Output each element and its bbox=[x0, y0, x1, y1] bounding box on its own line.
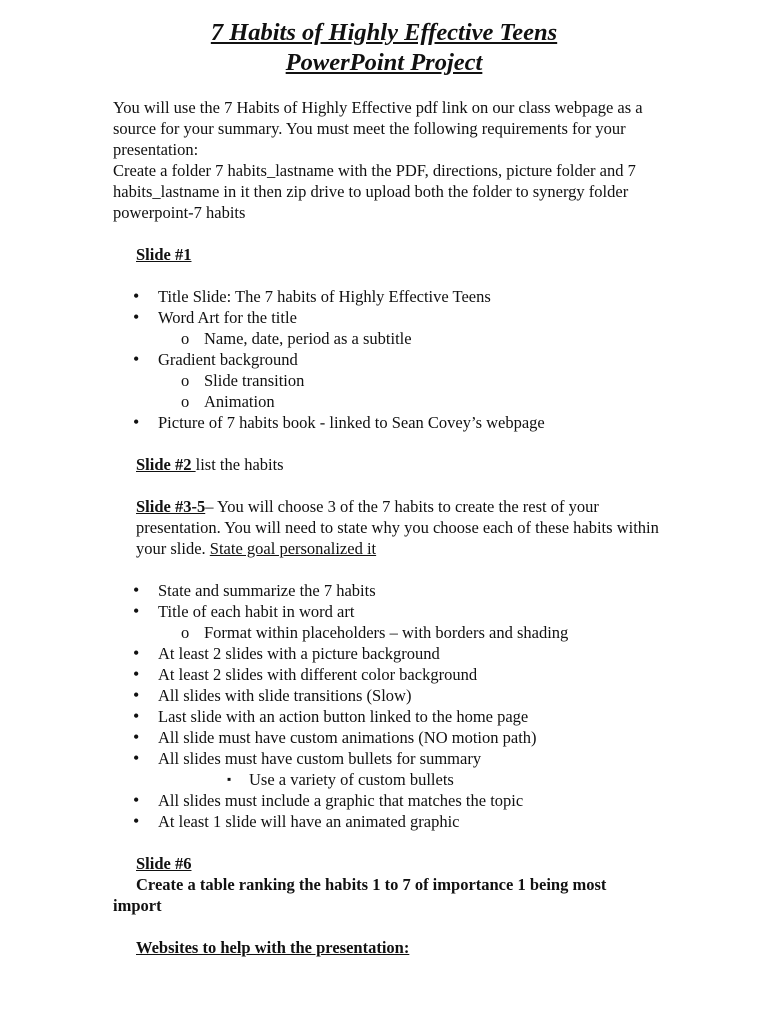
slide-1-list bbox=[113, 286, 673, 433]
list-item: • At least 2 slides with a picture background bbox=[113, 643, 673, 664]
list-subsubitem: ▪ Use a variety of custom bullets bbox=[113, 769, 673, 790]
list-item: • Gradient background bbox=[113, 349, 673, 370]
slide-3-5-paragraph bbox=[113, 496, 673, 559]
list-item: • At least 1 slide will have an animated graphic bbox=[113, 811, 673, 832]
slide-2-line bbox=[113, 454, 673, 475]
list-item: • Title of each habit in word art bbox=[113, 601, 673, 622]
list-item: • All slides must have custom bullets for summary bbox=[113, 748, 673, 769]
intro-paragraph: You will use the 7 Habits of Highly Effective pdf link on our class webpage as a source for your summary. You must meet the following requirements for your presentation: bbox=[113, 98, 643, 159]
list-item: • Picture of 7 habits book - linked to Sean Covey’s webpage bbox=[113, 412, 673, 433]
state-goal-text: State goal personalized it bbox=[209, 539, 377, 558]
slide-3-5-text: – You will choose 3 of the 7 habits to create the rest of your presentation. You will need to state why you choose each of these habits within your slide. bbox=[136, 497, 659, 558]
folder-instructions: Create a folder 7 habits_lastname with the PDF, directions, picture folder and 7 habits_lastname in it then zip drive to upload both the folder to synergy folder powerpoint-7 habits bbox=[113, 161, 636, 222]
slide-2-heading: Slide #2 bbox=[136, 455, 196, 474]
list-subitem: o Slide transition bbox=[113, 370, 673, 391]
slide-6-text-line-1: Create a table ranking the habits 1 to 7 of importance 1 being most bbox=[136, 875, 607, 894]
document-page bbox=[113, 18, 673, 958]
list-item: • Last slide with an action button linked to the home page bbox=[113, 706, 673, 727]
slide-2-text: list the habits bbox=[195, 455, 284, 474]
list-subitem: o Animation bbox=[113, 391, 673, 412]
list-item: • At least 2 slides with different color background bbox=[113, 664, 673, 685]
slide-3-5-list bbox=[113, 580, 673, 832]
slide-6-heading: Slide #6 bbox=[136, 854, 192, 873]
list-item: • All slides must include a graphic that matches the topic bbox=[113, 790, 673, 811]
list-item: • Title Slide: The 7 habits of Highly Effective Teens bbox=[113, 286, 673, 307]
list-item: • State and summarize the 7 habits bbox=[113, 580, 673, 601]
slide-1-heading: Slide #1 bbox=[136, 245, 192, 264]
list-subitem: o Name, date, period as a subtitle bbox=[113, 328, 673, 349]
list-item: • All slide must have custom animations (NO motion path) bbox=[113, 727, 673, 748]
list-subitem: o Format within placeholders – with borders and shading bbox=[113, 622, 673, 643]
slide-3-5-heading: Slide #3-5 bbox=[136, 497, 206, 516]
list-item: • All slides with slide transitions (Slow) bbox=[113, 685, 673, 706]
list-item: • Word Art for the title bbox=[113, 307, 673, 328]
websites-heading: Websites to help with the presentation: bbox=[136, 938, 410, 957]
title-line-1: 7 Habits of Highly Effective Teens bbox=[210, 19, 558, 46]
document-title bbox=[113, 18, 655, 78]
slide-6-text-line-2: import bbox=[113, 896, 162, 915]
title-line-2: PowerPoint Project bbox=[285, 49, 483, 76]
